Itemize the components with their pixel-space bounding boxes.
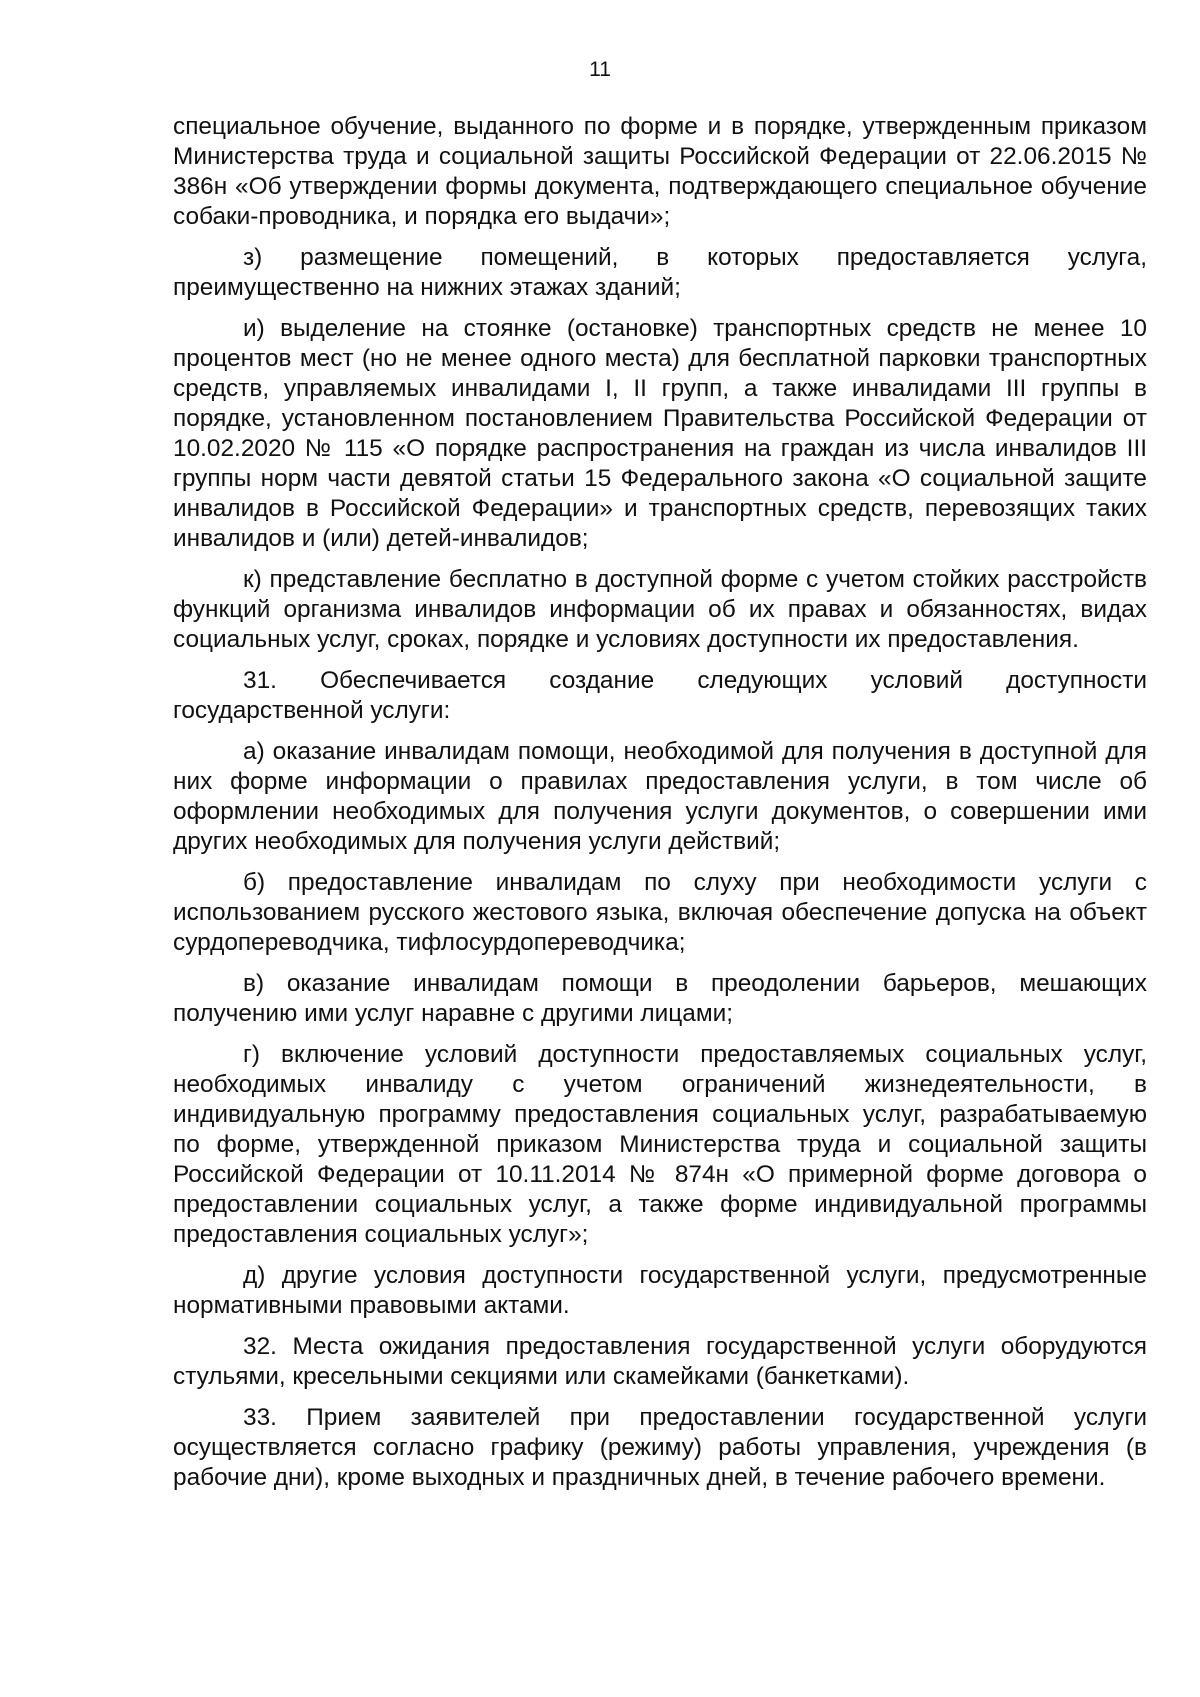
paragraph-item-z: з) размещение помещений, в которых предоставляется услуга, преимущественно на нижних этажах зданий; (173, 244, 1147, 301)
paragraph-continuation: специальное обучение, выданного по форме и в порядке, утвержденным приказом Министерства труда и социальной защиты Российской Федерации от 22.06.2015 № 386н «Об утверждении формы документа, подтверждающего специальное обучение собаки-проводника, и порядка его выдачи»; (173, 113, 1147, 230)
paragraph-item-k: к) представление бесплатно в доступной форме с учетом стойких расстройств функций организма инвалидов информации об их правах и обязанностях, видах социальных услуг, сроках, порядке и условиях доступности их предоставления. (173, 566, 1147, 653)
paragraph-33: 33. Прием заявителей при предоставлении государственной услуги осуществляется согласно графику (режиму) работы управления, учреждения (в рабочие дни), кроме выходных и праздничных дней, в течение рабочего времени. (173, 1404, 1147, 1491)
paragraph-item-g: г) включение условий доступности предоставляемых социальных услуг, необходимых инвалиду с учетом ограничений жизнедеятельности, в индивидуальную программу предоставления социальных услуг, разрабатываемую по форме, утвержденной приказом Министерства труда и социальной защиты Российской Федерации от 10.11.2014 № 874н «О примерной форме договора о предоставлении социальных услуг, а также форме индивидуальной программы предоставления социальных услуг»; (173, 1041, 1147, 1248)
paragraph-item-i: и) выделение на стоянке (остановке) транспортных средств не менее 10 процентов мест (но не менее одного места) для бесплатной парковки транспортных средств, управляемых инвалидами I, II групп, а также инвалидами III группы в порядке, установленном постановлением Правительства Российской Федерации от 10.02.2020 № 115 «О порядке распространения на граждан из числа инвалидов III группы норм части девятой статьи 15 Федерального закона «О социальной защите инвалидов в Российской Федерации» и транспортных средств, перевозящих таких инвалидов и (или) детей-инвалидов; (173, 315, 1147, 552)
paragraph-32: 32. Места ожидания предоставления государственной услуги оборудуются стульями, кресельными секциями или скамейками (банкетками). (173, 1333, 1147, 1390)
document-body (173, 112, 1147, 1504)
paragraph-31: 31. Обеспечивается создание следующих условий доступности государственной услуги: (173, 667, 1147, 724)
page-number: 11 (589, 58, 611, 81)
paragraph-item-a: а) оказание инвалидам помощи, необходимой для получения в доступной для них форме информации о правилах предоставления услуги, в том числе об оформлении необходимых для получения услуги документов, о совершении ими других необходимых для получения услуги действий; (173, 738, 1147, 855)
paragraph-item-d: д) другие условия доступности государственной услуги, предусмотренные нормативными правовыми актами. (173, 1262, 1147, 1319)
paragraph-item-b: б) предоставление инвалидам по слуху при необходимости услуги с использованием русского жестового языка, включая обеспечение допуска на объект сурдопереводчика, тифлосурдопереводчика; (173, 869, 1147, 956)
paragraph-item-v: в) оказание инвалидам помощи в преодолении барьеров, мешающих получению ими услуг наравне с другими лицами; (173, 970, 1147, 1027)
